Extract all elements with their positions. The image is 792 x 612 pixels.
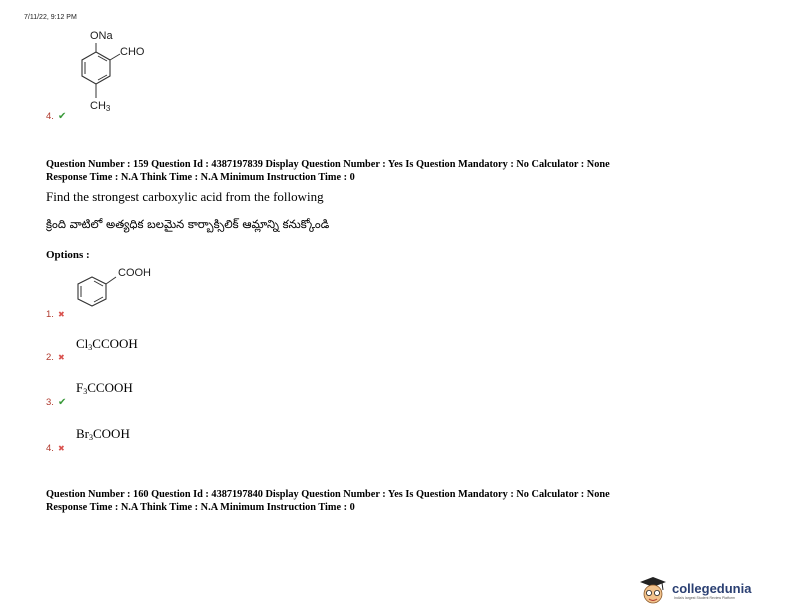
- brand-tagline: India's largest Student Review Platform: [674, 596, 735, 600]
- question-text-telugu: క్రింది వాటిలో అత్యధిక బలమైన కార్బాక్సిలిక్ ఆమ్లాన్ని కనుక్కోండి: [46, 217, 330, 231]
- option-number: 2.: [46, 352, 54, 363]
- option-3-formula: $F_3CCOOH$: [76, 380, 133, 396]
- option-number: 4.: [46, 443, 54, 454]
- option-3: [46, 392, 66, 410]
- option-2-formula: $Cl_3CCOOH$: [76, 336, 138, 352]
- option-2: [46, 347, 65, 365]
- meta-line-1: Question Number : 160 Question Id : 4387197840 Display Question Number : Yes Is Question Mandatory : No Calculator : None: [46, 489, 610, 500]
- option-1-structure: [70, 265, 170, 315]
- meta-line-2: Response Time : N.A Think Time : N.A Minimum Instruction Time : 0: [46, 501, 355, 513]
- structure-side-group: CHO: [120, 46, 145, 58]
- meta-line-2: Response Time : N.A Think Time : N.A Minimum Instruction Time : 0: [46, 171, 355, 183]
- question-160-meta: [46, 489, 766, 514]
- check-icon: ✔: [57, 397, 67, 408]
- check-icon: ✔: [57, 111, 67, 122]
- timestamp: 7/11/22, 9:12 PM: [24, 14, 77, 21]
- benzene-ring-diagram: [70, 30, 170, 120]
- structure-side-group: COOH: [118, 267, 151, 279]
- structure-top-group: ONa: [90, 30, 113, 42]
- option-number: 1.: [46, 309, 54, 320]
- mascot-icon: [636, 575, 670, 605]
- option-4: [46, 438, 65, 456]
- option-1: [46, 304, 65, 322]
- structure-bottom-group: $CH_3$: [90, 100, 111, 113]
- option-number: 3.: [46, 397, 54, 408]
- cross-icon: ✖: [57, 310, 65, 319]
- prev-option-4: [46, 106, 66, 124]
- question-159-meta: [46, 159, 766, 184]
- brand-logo: [636, 575, 786, 605]
- prev-option-structure: [70, 30, 170, 120]
- option-4-formula: $Br_3COOH$: [76, 426, 130, 442]
- brand-name: collegedunia: [672, 581, 752, 596]
- cross-icon: ✖: [57, 444, 65, 453]
- option-number: 4.: [46, 111, 54, 122]
- cross-icon: ✖: [57, 353, 65, 362]
- options-label: Options :: [46, 249, 90, 261]
- meta-line-1: Question Number : 159 Question Id : 4387197839 Display Question Number : Yes Is Question Mandatory : No Calculator : None: [46, 159, 610, 170]
- question-text-english: Find the strongest carboxylic acid from the following: [46, 189, 324, 204]
